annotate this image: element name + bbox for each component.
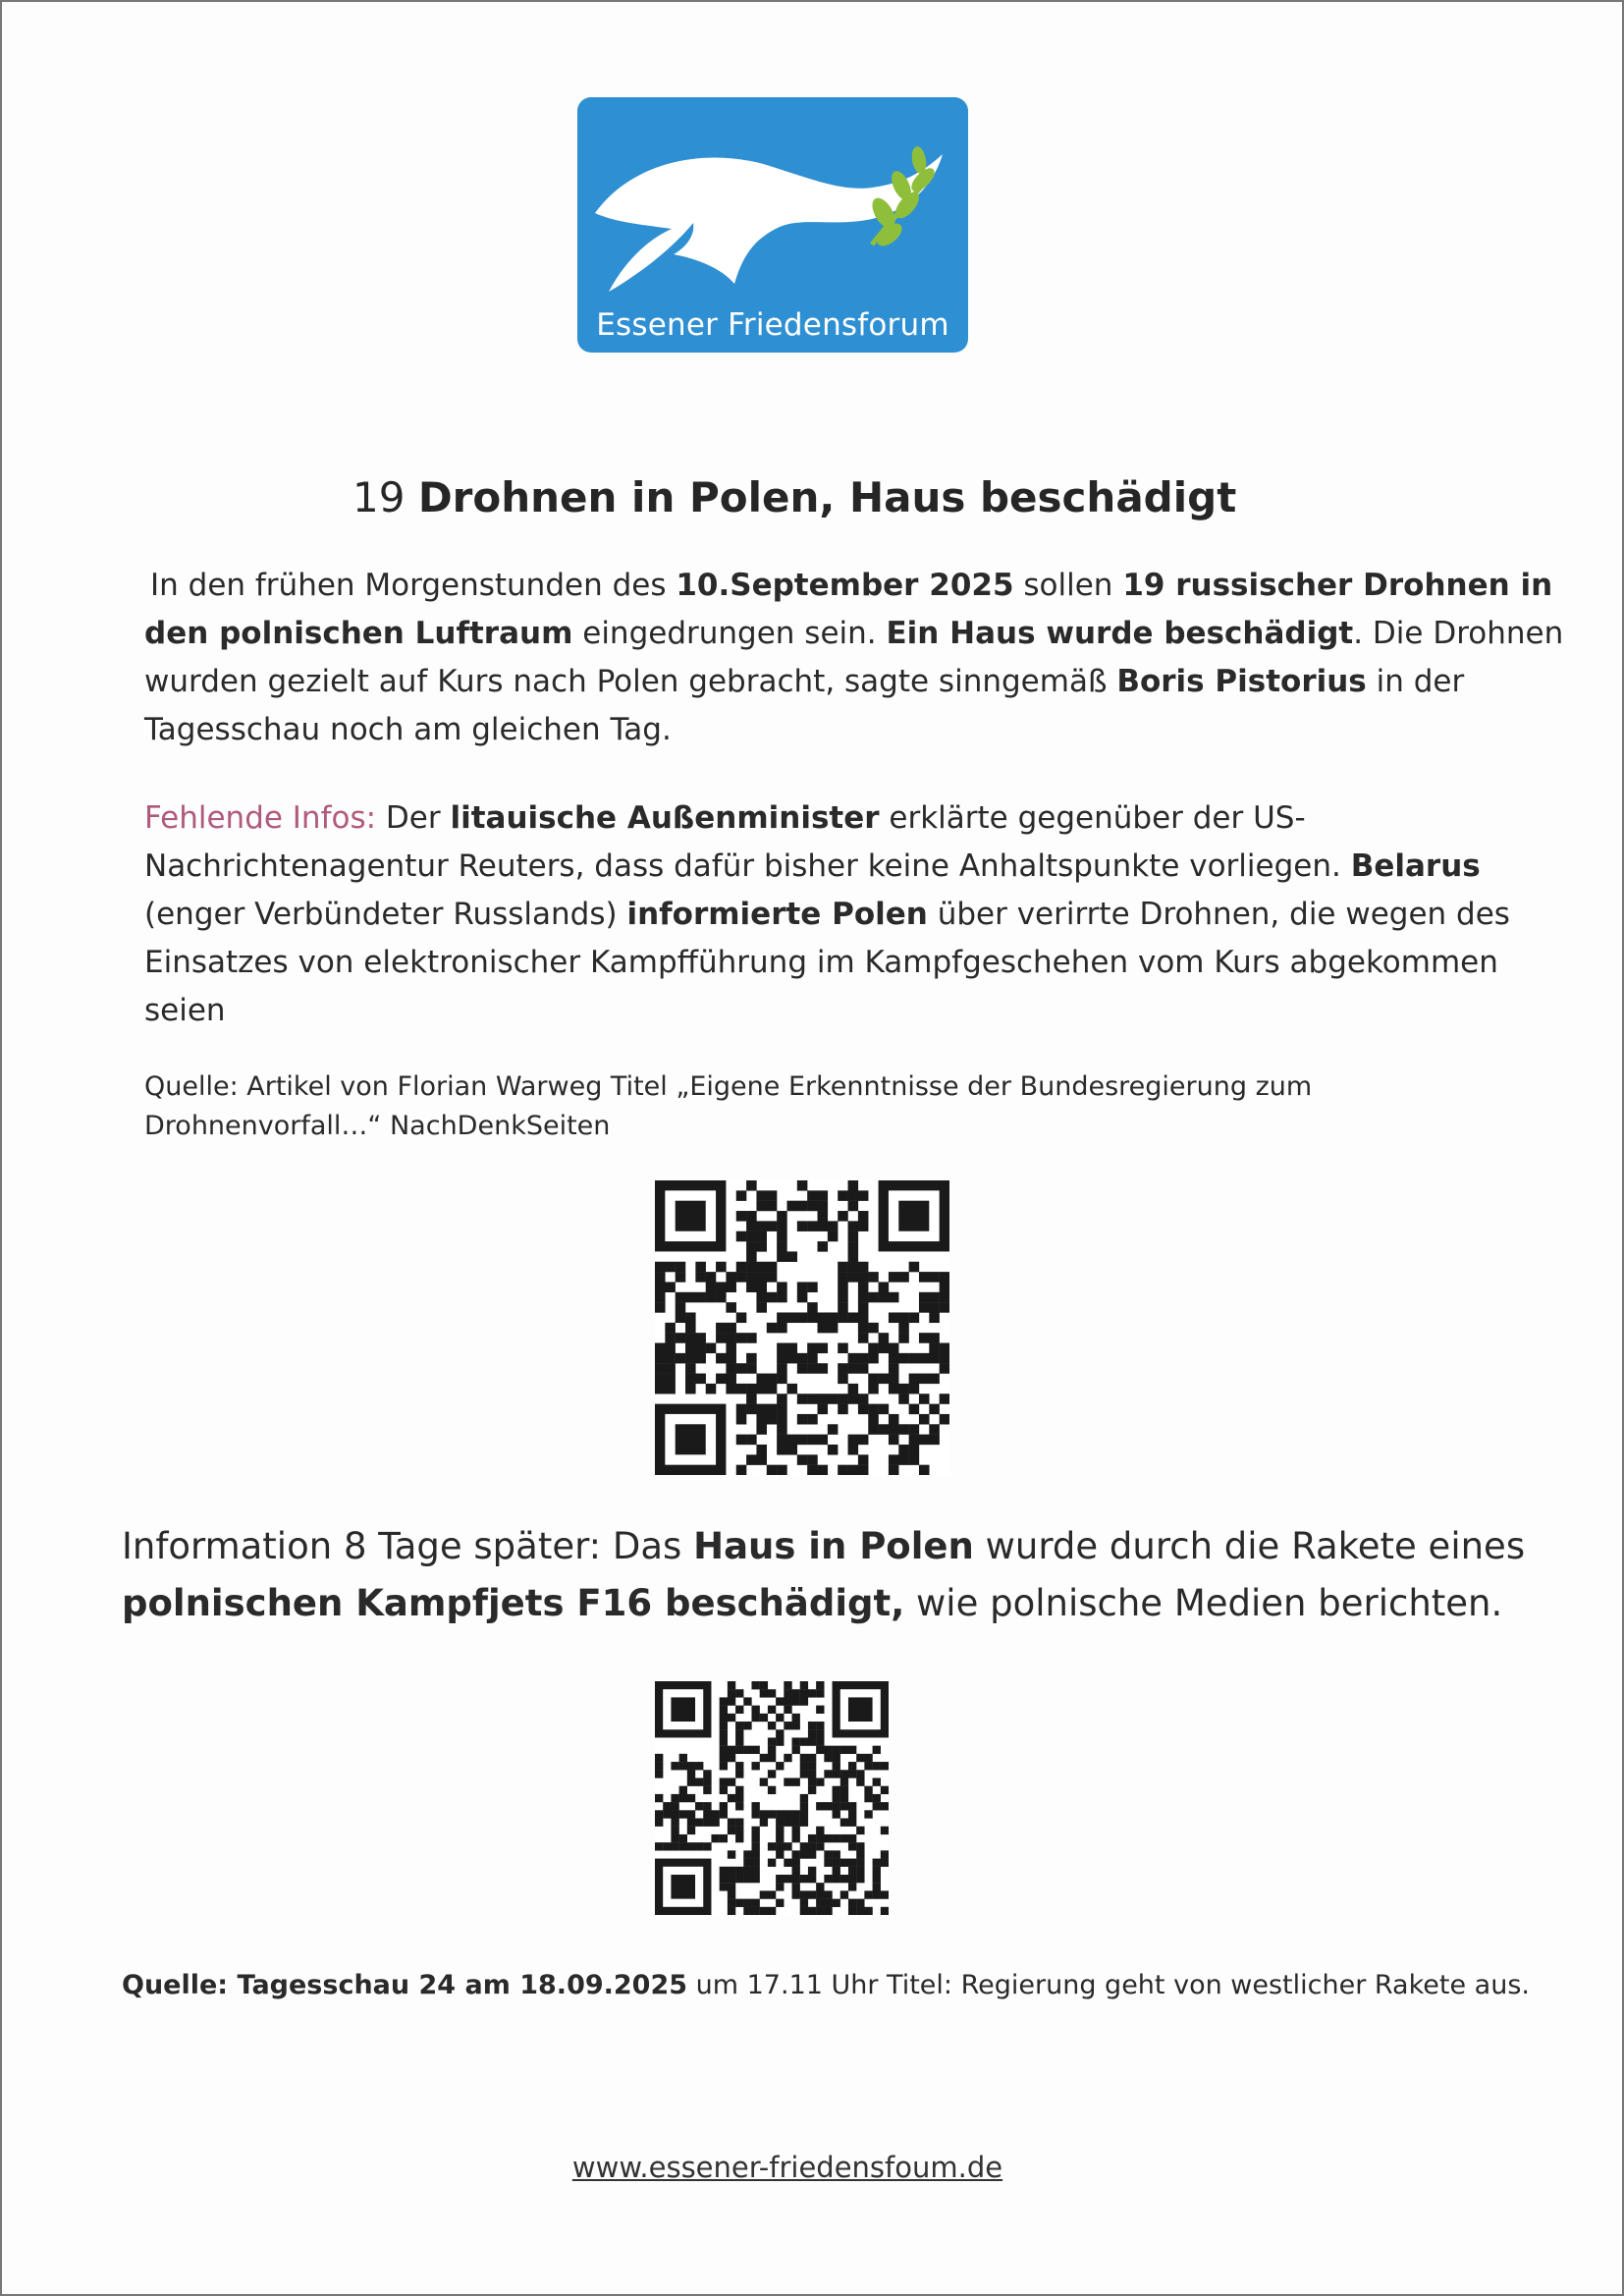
- website-link[interactable]: www.essener-friedensfoum.de: [571, 2151, 1003, 2184]
- qr-code[interactable]: [655, 1180, 949, 1475]
- p1-bold: Ein Haus wurde beschädigt: [886, 616, 1354, 651]
- info-bold: polnischen Kampfjets F16 beschädigt,: [122, 1582, 905, 1624]
- qr-code[interactable]: [655, 1681, 889, 1915]
- p1-text: eingedrungen sein.: [572, 616, 887, 651]
- p1-bold: 19 russischer Drohnen in: [1122, 568, 1553, 603]
- p2-text: über verirrte Drohnen, die wegen des: [927, 897, 1510, 932]
- p1-text: sollen: [1013, 568, 1123, 603]
- source1-line: Drohnenvorfall…“ NachDenkSeiten: [144, 1111, 611, 1141]
- p2-text: (enger Verbündeter Russlands): [144, 897, 627, 932]
- p2-text: Einsatzes von elektronischer Kampfführung im Kampfgeschehen vom Kurs abgekommen: [144, 945, 1498, 980]
- p2-bold: Belarus: [1350, 848, 1481, 884]
- p1-bold: den polnischen Luftraum: [144, 616, 573, 651]
- p2-text: Der: [376, 800, 451, 836]
- p1-bold: Boris Pistorius: [1116, 664, 1367, 699]
- headline-number: 19: [352, 473, 406, 521]
- p1-date: 10.September 2025: [676, 568, 1014, 603]
- source-nachdenkseiten: [144, 1067, 1519, 1146]
- paragraph-main: [144, 562, 1564, 754]
- p1-text: Tagesschau noch am gleichen Tag.: [144, 712, 672, 747]
- source1-line: Quelle: Artikel von Florian Warweg Titel „Eigene Erkenntnisse der Bundesregierung zum: [144, 1071, 1313, 1102]
- info-text: Information 8 Tage später: Das: [122, 1525, 694, 1567]
- p2-bold: informierte Polen: [626, 897, 928, 932]
- p1-text: . Die Drohnen: [1353, 616, 1564, 651]
- headline: [352, 473, 1236, 521]
- source2-text: um 17.11 Uhr Titel: Regierung geht von westlicher Rakete aus.: [687, 1970, 1530, 2000]
- p1-text: In den frühen Morgenstunden des: [150, 568, 677, 603]
- missing-info-label: Fehlende Infos:: [144, 800, 377, 836]
- paragraph-missing-info: [144, 794, 1558, 1035]
- p2-text: seien: [144, 993, 226, 1028]
- info-text: wurde durch die Rakete eines: [973, 1525, 1526, 1567]
- p1-text: in der: [1366, 664, 1465, 699]
- headline-text: Drohnen in Polen, Haus beschädigt: [417, 473, 1237, 521]
- info-text: wie polnische Medien berichten.: [904, 1582, 1503, 1624]
- logo: [577, 97, 968, 353]
- p2-text: erklärte gegenüber der US-: [879, 800, 1306, 836]
- info-update: [122, 1518, 1575, 1632]
- logo-text: Essener Friedensforum: [596, 307, 949, 343]
- p2-text: Nachrichtenagentur Reuters, dass dafür bisher keine Anhaltspunkte vorliegen.: [144, 848, 1351, 884]
- source-tagesschau: [122, 1966, 1530, 2005]
- source2-bold: Quelle: Tagesschau 24 am 18.09.2025: [122, 1970, 688, 2000]
- p2-bold: litauische Außenminister: [450, 800, 880, 836]
- p1-text: wurden gezielt auf Kurs nach Polen gebracht, sagte sinngemäß: [144, 664, 1117, 699]
- info-bold: Haus in Polen: [693, 1525, 974, 1567]
